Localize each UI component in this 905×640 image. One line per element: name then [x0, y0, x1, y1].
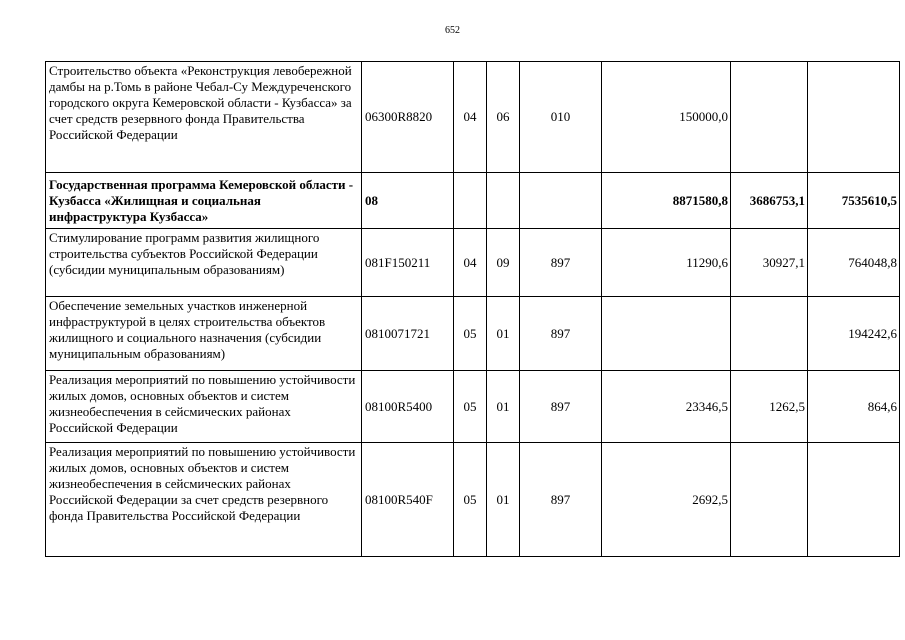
table-row [46, 229, 900, 297]
amount-2-cell [731, 443, 808, 557]
amount-3-cell: 7535610,5 [808, 173, 900, 229]
amount-3-cell: 864,6 [808, 371, 900, 443]
amount-2-cell: 30927,1 [731, 229, 808, 297]
description-cell: Обеспечение земельных участков инженерной инфраструктурой в целях строительства объектов жилищного и социального назначения (субсидии муниципальным образованиям) [46, 297, 362, 371]
table-row [46, 62, 900, 173]
section-cell: 05 [454, 443, 487, 557]
description-cell: Реализация мероприятий по повышению устойчивости жилых домов, основных объектов и систем жизнеобеспечения в сейсмических районах Российской Федерации [46, 371, 362, 443]
table-row [46, 443, 900, 557]
amount-3-cell: 764048,8 [808, 229, 900, 297]
amount-2-cell [731, 297, 808, 371]
expense-type-cell: 897 [520, 371, 602, 443]
amount-1-cell: 2692,5 [602, 443, 731, 557]
expense-type-cell [520, 173, 602, 229]
amount-3-cell [808, 443, 900, 557]
section-cell [454, 173, 487, 229]
amount-1-cell: 150000,0 [602, 62, 731, 173]
description-cell: Реализация мероприятий по повышению устойчивости жилых домов, основных объектов и систем жизнеобеспечения в сейсмических районах Российской Федерации за счет средств резервного фонда Правительства Российской Федерации [46, 443, 362, 557]
amount-3-cell: 194242,6 [808, 297, 900, 371]
table-body [46, 62, 900, 557]
amount-2-cell [731, 62, 808, 173]
subsection-cell: 06 [487, 62, 520, 173]
section-cell: 04 [454, 229, 487, 297]
section-cell: 05 [454, 297, 487, 371]
subsection-cell [487, 173, 520, 229]
expense-type-cell: 897 [520, 297, 602, 371]
amount-2-cell: 3686753,1 [731, 173, 808, 229]
code-cell: 0810071721 [362, 297, 454, 371]
amount-2-cell: 1262,5 [731, 371, 808, 443]
expense-type-cell: 897 [520, 443, 602, 557]
expense-type-cell: 897 [520, 229, 602, 297]
budget-table [45, 61, 900, 557]
code-cell: 06300R8820 [362, 62, 454, 173]
amount-1-cell: 8871580,8 [602, 173, 731, 229]
description-cell: Государственная программа Кемеровской области - Кузбасса «Жилищная и социальная инфраструктура Кузбасса» [46, 173, 362, 229]
section-cell: 05 [454, 371, 487, 443]
description-cell: Строительство объекта «Реконструкция левобережной дамбы на р.Томь в районе Чебал-Су Междуреченского городского округа Кемеровской области - Кузбасса» за счет средств резервного фонда Правительства Российской Федерации [46, 62, 362, 173]
subsection-cell: 09 [487, 229, 520, 297]
code-cell: 08100R540F [362, 443, 454, 557]
code-cell: 08 [362, 173, 454, 229]
amount-1-cell [602, 297, 731, 371]
code-cell: 08100R5400 [362, 371, 454, 443]
subsection-cell: 01 [487, 371, 520, 443]
description-cell: Стимулирование программ развития жилищного строительства субъектов Российской Федерации (субсидии муниципальным образованиям) [46, 229, 362, 297]
code-cell: 081F150211 [362, 229, 454, 297]
section-cell: 04 [454, 62, 487, 173]
subsection-cell: 01 [487, 297, 520, 371]
table-row [46, 297, 900, 371]
amount-3-cell [808, 62, 900, 173]
amount-1-cell: 23346,5 [602, 371, 731, 443]
subsection-cell: 01 [487, 443, 520, 557]
table-row [46, 173, 900, 229]
expense-type-cell: 010 [520, 62, 602, 173]
table-row [46, 371, 900, 443]
page-number: 652 [445, 25, 460, 36]
amount-1-cell: 11290,6 [602, 229, 731, 297]
